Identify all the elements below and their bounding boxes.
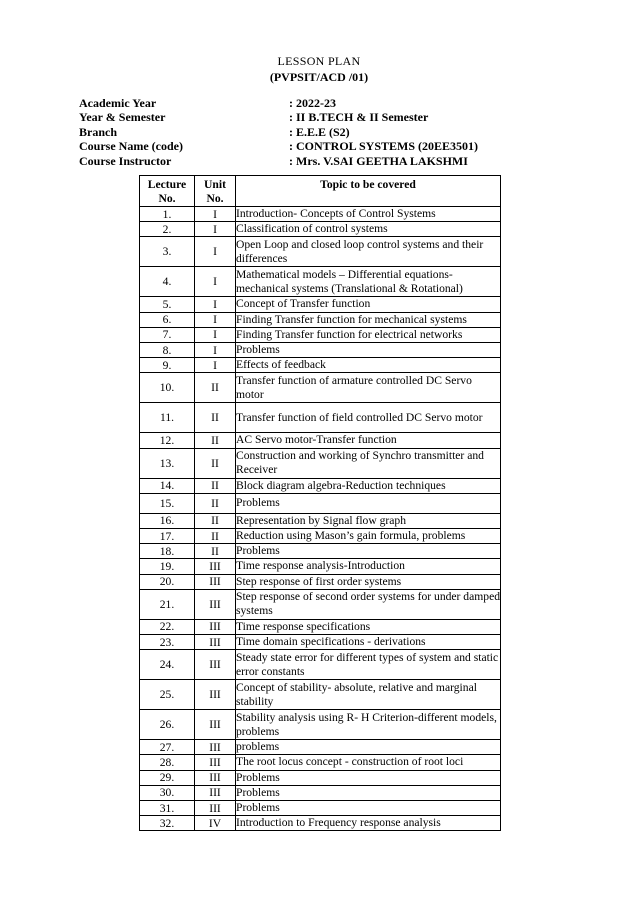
meta-value: : CONTROL SYSTEMS (20EE3501) [289, 139, 479, 154]
unit-no-cell: IV [195, 816, 236, 831]
table-row [140, 478, 501, 493]
meta-row [79, 96, 549, 110]
lecture-no-cell: 11. [140, 403, 195, 433]
table-header-row [140, 176, 501, 207]
page-title: LESSON PLAN [277, 54, 361, 68]
table-row [140, 222, 501, 237]
meta-label: Course Instructor [79, 153, 172, 168]
table-row [140, 207, 501, 222]
unit-no-cell: I [195, 312, 236, 327]
lecture-no-cell: 25. [140, 680, 195, 710]
topic-cell: Problems [236, 785, 501, 800]
table-row [140, 529, 501, 544]
unit-no-cell: III [195, 635, 236, 650]
topic-cell: Step response of second order systems for under damped systems [236, 590, 501, 618]
meta-row [79, 110, 549, 124]
table-row [140, 343, 501, 358]
topic-cell: Introduction- Concepts of Control Systems [236, 207, 501, 222]
lesson-plan-table [139, 175, 501, 831]
lecture-no-cell: 3. [140, 237, 195, 267]
table-row [140, 312, 501, 327]
topic-cell: Reduction using Mason’s gain formula, problems [236, 529, 501, 544]
meta-row [79, 139, 549, 153]
lecture-no-cell: 10. [140, 373, 195, 403]
table-row [140, 770, 501, 785]
lecture-no-cell: 23. [140, 635, 195, 650]
table-row [140, 650, 501, 680]
lecture-no-cell: 18. [140, 544, 195, 559]
unit-no-cell: III [195, 801, 236, 816]
topic-cell: Effects of feedback [236, 358, 501, 373]
topic-cell: Mathematical models – Differential equations- mechanical systems (Translational & Rotational) [236, 267, 501, 297]
topic-cell: Problems [236, 770, 501, 785]
unit-no-cell: III [195, 650, 236, 680]
table-row [140, 403, 501, 433]
unit-no-cell: III [195, 589, 236, 619]
meta-label: Academic Year [79, 96, 157, 110]
unit-no-cell: I [195, 237, 236, 267]
topic-cell: Time response analysis-Introduction [236, 559, 501, 574]
topic-cell: Time domain specifications - derivations [236, 635, 501, 650]
lecture-no-cell: 16. [140, 513, 195, 528]
lecture-no-cell: 32. [140, 816, 195, 831]
unit-no-cell: II [195, 529, 236, 544]
meta-label: Year & Semester [79, 110, 166, 125]
topic-cell: Construction and working of Synchro transmitter and Receiver [236, 448, 501, 478]
unit-no-cell: III [195, 740, 236, 755]
topic-cell: Concept of Transfer function [236, 297, 501, 312]
unit-no-cell: I [195, 297, 236, 312]
table-row [140, 327, 501, 342]
table-row [140, 513, 501, 528]
unit-no-cell: I [195, 267, 236, 297]
unit-no-cell: III [195, 785, 236, 800]
topic-cell: Finding Transfer function for mechanical systems [236, 312, 501, 327]
meta-value: : E.E.E (S2) [289, 124, 350, 139]
lecture-no-cell: 30. [140, 785, 195, 800]
lecture-no-cell: 14. [140, 478, 195, 493]
lecture-no-cell: 2. [140, 222, 195, 237]
table-row [140, 589, 501, 619]
unit-no-cell: III [195, 574, 236, 589]
unit-no-cell: III [195, 619, 236, 634]
topic-cell: AC Servo motor-Transfer function [236, 433, 501, 448]
table-body [140, 207, 501, 831]
topic-cell: Problems [236, 801, 501, 816]
unit-no-cell: I [195, 327, 236, 342]
table-row [140, 358, 501, 373]
lecture-no-cell: 31. [140, 801, 195, 816]
unit-no-cell: II [195, 448, 236, 478]
lecture-no-cell: 28. [140, 755, 195, 770]
meta-row [79, 125, 549, 139]
table-row [140, 433, 501, 448]
topic-cell: Problems [236, 544, 501, 559]
table-row [140, 680, 501, 710]
topic-cell: Block diagram algebra-Reduction techniques [236, 478, 501, 493]
meta-row [79, 154, 549, 168]
meta-value: : II B.TECH & II Semester [289, 110, 429, 125]
topic-cell: Problems [236, 493, 501, 513]
header-text: Lecture [147, 178, 187, 191]
meta-label: Branch [79, 124, 118, 139]
table-row [140, 619, 501, 634]
meta-value: : 2022-23 [289, 96, 336, 110]
table-row [140, 574, 501, 589]
topic-cell: Open Loop and closed loop control systems and their differences [236, 237, 501, 267]
topic-cell: Time response specifications [236, 619, 501, 634]
table-row [140, 710, 501, 740]
header-text: Unit [204, 178, 226, 191]
unit-no-header [195, 176, 236, 207]
header-text: No. [158, 192, 176, 205]
topic-cell: Step response of first order systems [236, 574, 501, 589]
table-row [140, 635, 501, 650]
lecture-no-cell: 21. [140, 589, 195, 619]
topic-cell: Finding Transfer function for electrical networks [236, 327, 501, 342]
lecture-no-cell: 7. [140, 327, 195, 342]
lecture-no-cell: 27. [140, 740, 195, 755]
table-row [140, 297, 501, 312]
topic-cell: Transfer function of field controlled DC Servo motor [236, 403, 501, 433]
unit-no-cell: II [195, 478, 236, 493]
topic-cell: Steady state error for different types of system and static error constants [236, 650, 501, 680]
lecture-no-cell: 19. [140, 559, 195, 574]
table-row [140, 740, 501, 755]
document-code: (PVPSIT/ACD /01) [269, 70, 369, 84]
lecture-no-cell: 26. [140, 710, 195, 740]
header-text: No. [206, 192, 224, 205]
table-row [140, 267, 501, 297]
topic-cell: Transfer function of armature controlled DC Servo motor [236, 373, 501, 403]
lecture-no-cell: 20. [140, 574, 195, 589]
lecture-no-cell: 13. [140, 448, 195, 478]
table-row [140, 448, 501, 478]
lecture-no-cell: 8. [140, 343, 195, 358]
table-row [140, 559, 501, 574]
unit-no-cell: II [195, 403, 236, 433]
lecture-no-cell: 12. [140, 433, 195, 448]
unit-no-cell: II [195, 493, 236, 513]
unit-no-cell: I [195, 343, 236, 358]
unit-no-cell: II [195, 544, 236, 559]
table-row [140, 373, 501, 403]
lecture-no-cell: 5. [140, 297, 195, 312]
unit-no-cell: III [195, 755, 236, 770]
topic-cell: Introduction to Frequency response analysis [236, 816, 501, 831]
lecture-no-cell: 9. [140, 358, 195, 373]
unit-no-cell: II [195, 433, 236, 448]
meta-label: Course Name (code) [79, 139, 183, 154]
unit-no-cell: II [195, 513, 236, 528]
lecture-no-cell: 1. [140, 207, 195, 222]
lecture-no-cell: 22. [140, 619, 195, 634]
lecture-no-cell: 17. [140, 529, 195, 544]
table-row [140, 237, 501, 267]
unit-no-cell: III [195, 770, 236, 785]
meta-value: : Mrs. V.SAI GEETHA LAKSHMI [289, 153, 468, 168]
table-row [140, 493, 501, 513]
table-row [140, 816, 501, 831]
topic-cell: Problems [236, 343, 501, 358]
unit-no-cell: I [195, 222, 236, 237]
unit-no-cell: III [195, 710, 236, 740]
topic-cell: Concept of stability- absolute, relative and marginal stability [236, 680, 501, 710]
unit-no-cell: I [195, 358, 236, 373]
lecture-no-cell: 24. [140, 650, 195, 680]
topic-header: Topic to be covered [236, 176, 501, 207]
topic-cell: problems [236, 740, 501, 755]
unit-no-cell: I [195, 207, 236, 222]
unit-no-cell: II [195, 373, 236, 403]
table-row [140, 801, 501, 816]
topic-cell: The root locus concept - construction of root loci [236, 755, 501, 770]
table-row [140, 755, 501, 770]
table-row [140, 544, 501, 559]
lecture-no-cell: 4. [140, 267, 195, 297]
topic-cell: Stability analysis using R- H Criterion-different models, problems [236, 710, 501, 740]
lecture-no-header [140, 176, 195, 207]
table-row [140, 785, 501, 800]
topic-cell: Classification of control systems [236, 222, 501, 237]
lecture-no-cell: 15. [140, 493, 195, 513]
lecture-no-cell: 6. [140, 312, 195, 327]
topic-cell: Representation by Signal flow graph [236, 513, 501, 528]
unit-no-cell: III [195, 559, 236, 574]
lecture-no-cell: 29. [140, 770, 195, 785]
unit-no-cell: III [195, 680, 236, 710]
course-info [79, 96, 549, 168]
